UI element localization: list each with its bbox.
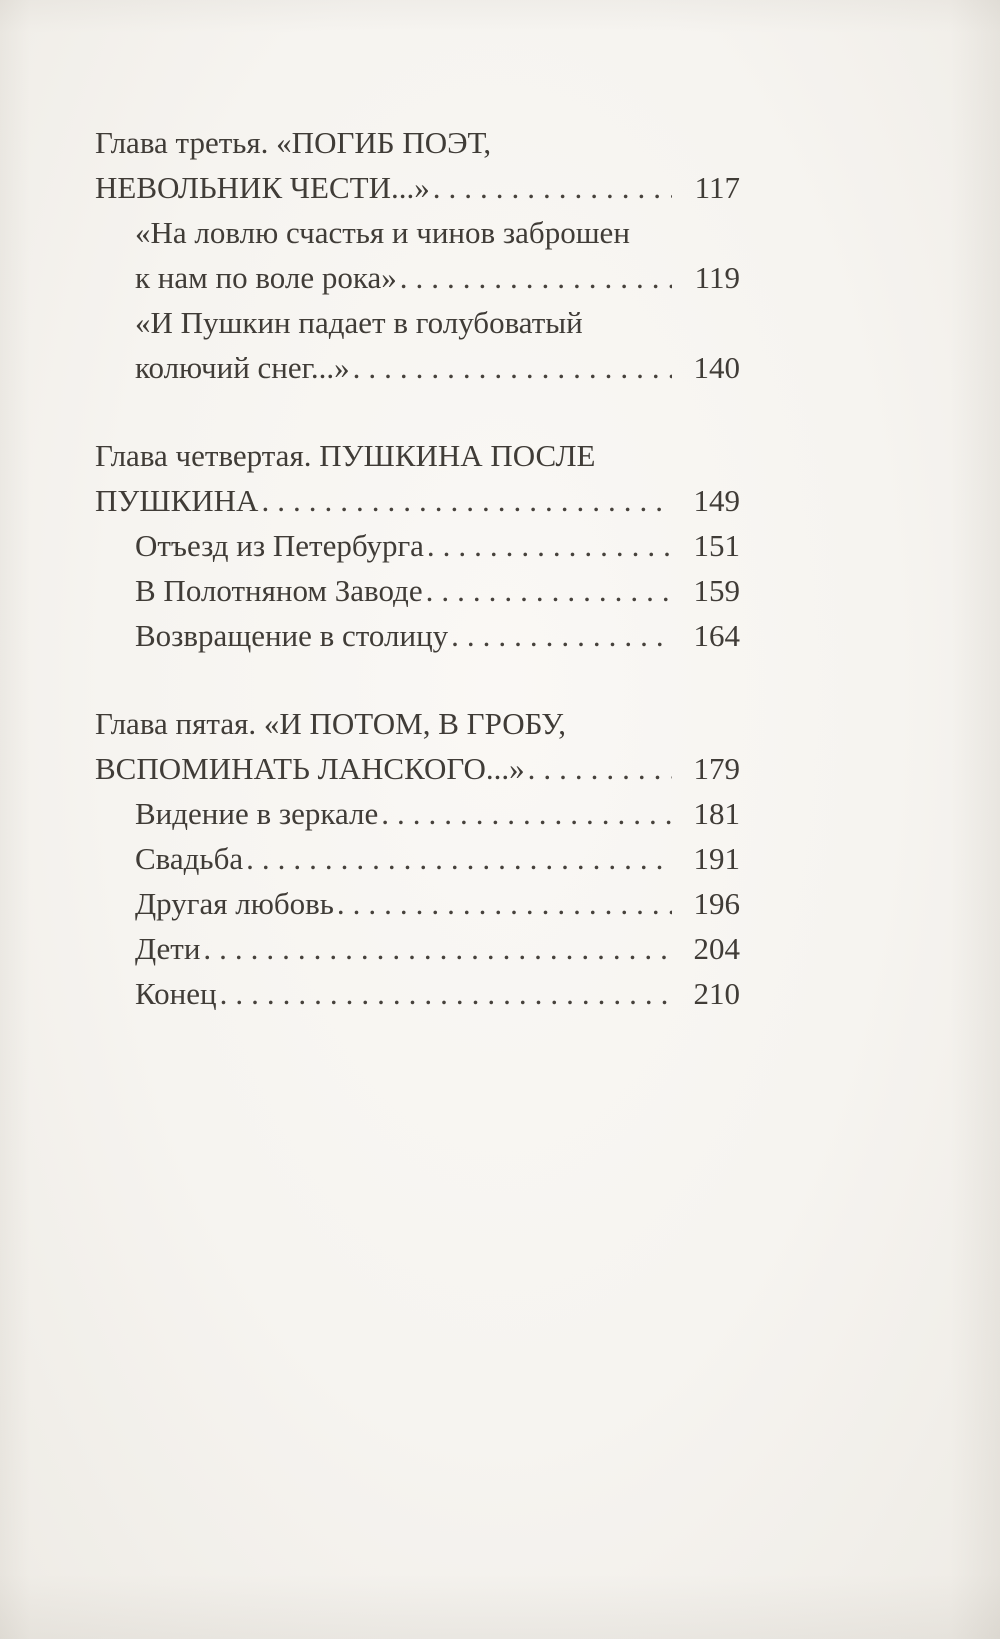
toc-entry-title-line: Конец	[135, 976, 217, 1011]
toc-sub-entry	[95, 791, 740, 836]
dot-leader	[337, 881, 672, 926]
dot-leader	[203, 926, 672, 971]
toc-sub-entry	[95, 971, 740, 1016]
toc-line	[135, 210, 740, 255]
toc-entry-title-line: к нам по воле рока»	[135, 260, 397, 295]
toc-entry-page-number: 179	[693, 751, 740, 786]
toc-entry-page-number: 117	[694, 170, 740, 205]
toc-entry-title-line: В Полотняном Заводе	[135, 573, 423, 608]
toc-section	[95, 433, 740, 658]
toc-entry-page-number: 204	[693, 931, 740, 966]
dot-leader	[528, 746, 672, 791]
toc-entry-title-line: Глава четвертая. ПУШКИНА ПОСЛЕ	[95, 438, 596, 473]
dot-leader	[381, 791, 672, 836]
dot-leader	[426, 568, 672, 613]
toc-entry-page-number: 119	[694, 260, 740, 295]
toc-line	[95, 701, 740, 746]
toc-chapter-entry	[95, 433, 740, 523]
toc-line	[135, 255, 740, 300]
toc-sub-entry	[95, 300, 740, 390]
toc-entry-title-line: НЕВОЛЬНИК ЧЕСТИ...»	[95, 170, 430, 205]
toc-sub-entry	[95, 836, 740, 881]
toc-line	[135, 300, 740, 345]
toc-line	[95, 165, 740, 210]
toc-entry-page-number: 159	[693, 573, 740, 608]
toc-line	[95, 478, 740, 523]
toc-entry-page-number: 191	[693, 841, 740, 876]
dot-leader	[433, 165, 672, 210]
dot-leader	[427, 523, 672, 568]
toc-line	[135, 523, 740, 568]
toc-entry-page-number: 210	[693, 976, 740, 1011]
toc-sub-entry	[95, 881, 740, 926]
toc-entry-page-number: 181	[693, 796, 740, 831]
toc-entry-page-number: 151	[693, 528, 740, 563]
toc-entry-title-line: ВСПОМИНАТЬ ЛАНСКОГО...»	[95, 751, 525, 786]
toc-sub-entry	[95, 926, 740, 971]
dot-leader	[246, 836, 672, 881]
toc-line	[135, 926, 740, 971]
toc-entry-title-line: Видение в зеркале	[135, 796, 379, 831]
toc-line	[135, 345, 740, 390]
dot-leader	[220, 971, 672, 1016]
toc-entry-page-number: 140	[693, 350, 740, 385]
toc-entry-title-line: Отъезд из Петербурга	[135, 528, 424, 563]
toc-chapter-entry	[95, 120, 740, 210]
toc-sub-entry	[95, 523, 740, 568]
toc-sub-entry	[95, 613, 740, 658]
toc-entry-title-line: Свадьба	[135, 841, 244, 876]
toc-entry-title-line: Возвращение в столицу	[135, 618, 449, 653]
dot-leader	[400, 255, 672, 300]
toc-entry-title-line: Дети	[135, 931, 201, 966]
dot-leader	[451, 613, 672, 658]
toc-section	[95, 701, 740, 1016]
toc-line	[95, 433, 740, 478]
toc-entry-title-line: «И Пушкин падает в голубоватый	[135, 305, 583, 340]
toc-line	[135, 881, 740, 926]
toc-line	[135, 568, 740, 613]
toc-chapter-entry	[95, 701, 740, 791]
toc-line	[135, 971, 740, 1016]
toc-entry-title-line: колючий снег...»	[135, 350, 350, 385]
dot-leader	[261, 478, 672, 523]
toc-entry-title-line: Глава третья. «ПОГИБ ПОЭТ,	[95, 125, 492, 160]
toc-line	[95, 746, 740, 791]
toc-entry-title-line: «На ловлю счастья и чинов заброшен	[135, 215, 630, 250]
dot-leader	[353, 345, 672, 390]
toc-entry-title-line: ПУШКИНА	[95, 483, 259, 518]
toc	[95, 0, 740, 1016]
toc-entry-title-line: Другая любовь	[135, 886, 334, 921]
toc-line	[135, 791, 740, 836]
toc-line	[135, 836, 740, 881]
toc-entry-page-number: 149	[693, 483, 740, 518]
toc-entry-page-number: 164	[693, 618, 740, 653]
toc-line	[135, 613, 740, 658]
toc-sub-entry	[95, 210, 740, 300]
toc-sub-entry	[95, 568, 740, 613]
toc-line	[95, 120, 740, 165]
toc-section	[95, 120, 740, 390]
toc-entry-title-line: Глава пятая. «И ПОТОМ, В ГРОБУ,	[95, 706, 566, 741]
toc-entry-page-number: 196	[693, 886, 740, 921]
